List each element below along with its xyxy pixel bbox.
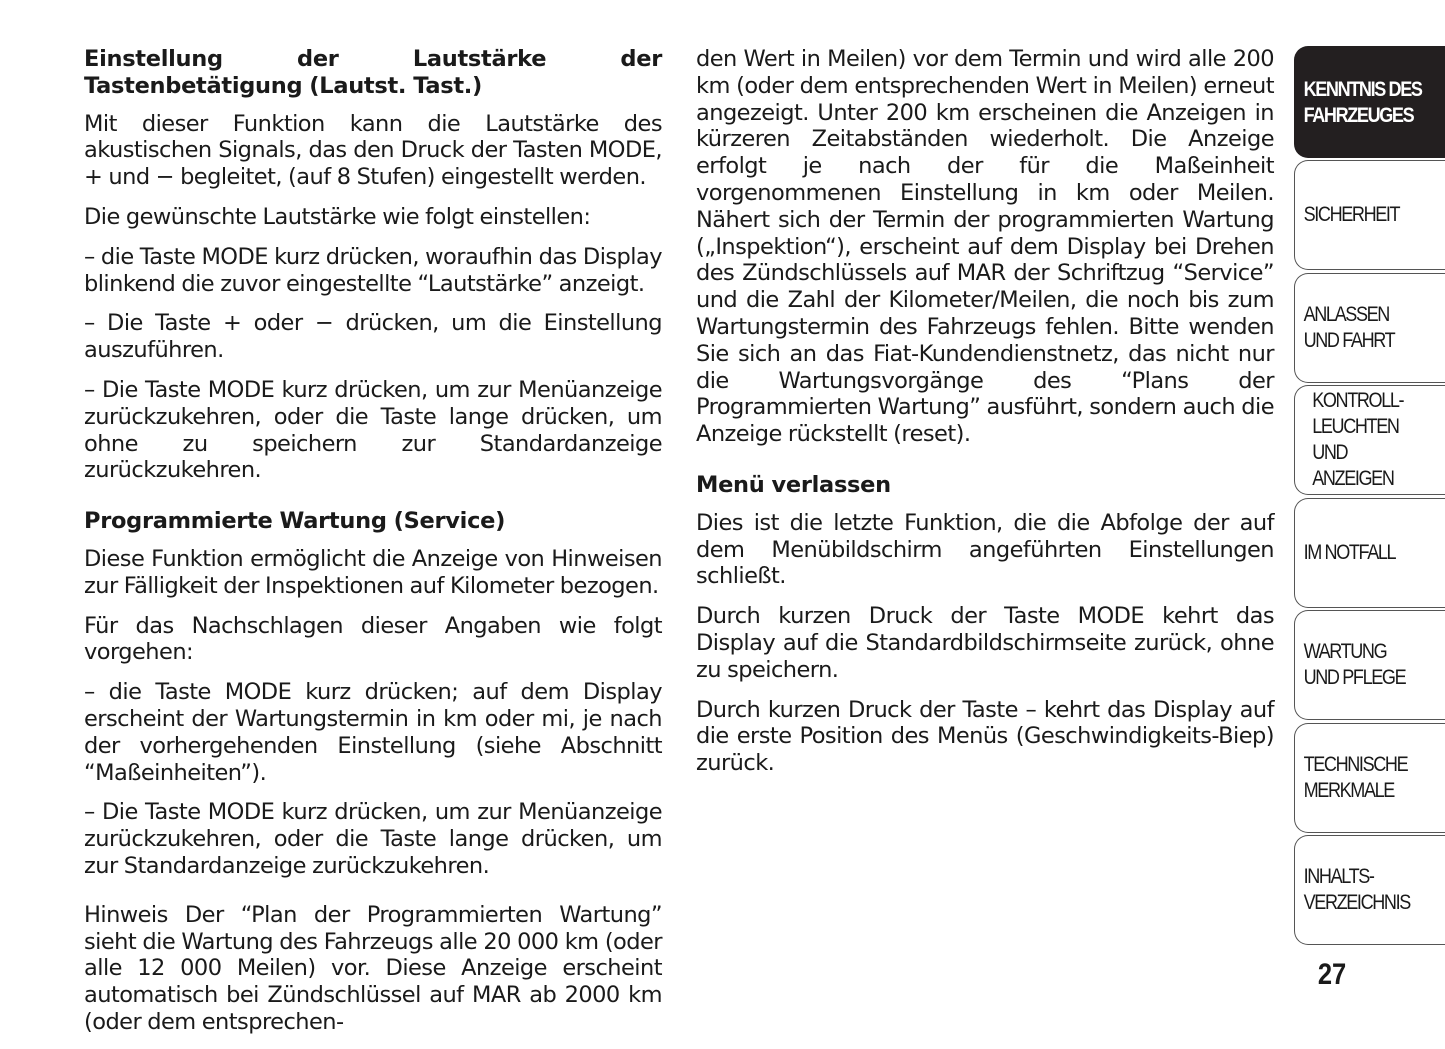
paragraph: – die Taste MODE kurz drücken, woraufhin das Display blinkend die zuvor eingestellte “Lautstärke” anzeigt. — [84, 243, 662, 297]
note-paragraph: Hinweis Der “Plan der Programmierten Wartung” sieht die Wartung des Fahrzeugs alle 20 000 km (oder alle 12 000 Meilen) vor. Diese Anzeige erscheint automatisch bei Zündschlüssel auf MAR ab 2000 km (oder dem entsprechen- — [84, 901, 662, 1035]
tab-anlassen-und-fahrt[interactable]: ANLASSEN UND FAHRT — [1294, 273, 1445, 383]
tab-wartung-und-pflege[interactable]: WARTUNG UND PFLEGE — [1294, 610, 1445, 720]
right-column — [696, 46, 1274, 790]
paragraph: Dies ist die letzte Funktion, die die Abfolge der auf dem Menübildschirm angeführten Einstellungen schließt. — [696, 509, 1274, 590]
paragraph: den Wert in Meilen) vor dem Termin und wird alle 200 km (oder dem entsprechenden Wert in Meilen) erneut angezeigt. Unter 200 km erscheinen die Anzeigen in kürzeren Zeitabständen wiederholt. Die Anzeige erfolgt je nach der für die Maßeinheit vorgenommenen Einstellung in km oder Meilen. Nähert sich der Termin der programmierten Wartung („Inspektion“), erscheint auf dem Display bei Drehen des Zündschlüssels auf MAR der Schriftzug “Service” und die Zahl der Kilometer/Meilen, die noch bis zum Wartungstermin des Fahrzeugs fehlen. Bitte wenden Sie sich an das Fiat-Kundendienstnetz, das nicht nur die Wartungsvorgänge des “Plans der Programmierten Wartung” ausführt, sondern auch die Anzeige rückstellt (reset). — [696, 46, 1274, 448]
tab-kontrollleuchten-und-anzeigen[interactable]: KONTROLL- LEUCHTEN UND ANZEIGEN — [1294, 385, 1445, 495]
tab-inhaltsverzeichnis[interactable]: INHALTS- VERZEICHNIS — [1294, 835, 1445, 945]
tab-technische-merkmale[interactable]: TECHNISCHE MERKMALE — [1294, 723, 1445, 833]
tab-im-notfall[interactable]: IM NOTFALL — [1294, 498, 1445, 608]
paragraph: Mit dieser Funktion kann die Lautstärke des akustischen Signals, das den Druck der Tasten MODE, + und − begleitet, (auf 8 Stufen) eingestellt werden. — [84, 110, 662, 191]
paragraph: Die gewünschte Lautstärke wie folgt einstellen: — [84, 203, 591, 230]
tab-sicherheit[interactable]: SICHERHEIT — [1294, 160, 1445, 270]
heading-lautstaerke: Einstellung der Lautstärke der Tastenbetätigung (Lautst. Tast.) — [84, 46, 662, 99]
tab-kenntnis-des-fahrzeuges[interactable]: KENNTNIS DES FAHRZEUGES — [1294, 46, 1445, 158]
paragraph: Durch kurzen Druck der Taste MODE kehrt das Display auf die Standardbildschirmseite zurück, ohne zu speichern. — [696, 603, 1274, 683]
page-number: 27 — [1317, 958, 1347, 991]
paragraph: Für das Nachschlagen dieser Angaben wie folgt vorgehen: — [84, 612, 662, 666]
paragraph: – Die Taste MODE kurz drücken, um zur Menüanzeige zurückzukehren, oder die Taste lange drücken, um zur Standardanzeige zurückzukehren. — [84, 799, 662, 879]
paragraph: – Die Taste + oder − drücken, um die Einstellung auszuführen. — [84, 310, 662, 364]
paragraph: Durch kurzen Druck der Taste – kehrt das Display auf die erste Position des Menüs (Geschwindigkeits-Biep) zurück. — [696, 696, 1274, 777]
left-column — [84, 46, 662, 1049]
paragraph: – Die Taste MODE kurz drücken, um zur Menüanzeige zurückzukehren, oder die Taste lange drücken, um ohne zu speichern zur Standardanzeige zurückzukehren. — [84, 376, 662, 484]
heading-programmierte-wartung: Programmierte Wartung (Service) — [84, 508, 506, 535]
paragraph: Diese Funktion ermöglicht die Anzeige von Hinweisen zur Fälligkeit der Inspektionen auf Kilometer bezogen. — [84, 545, 662, 599]
heading-menue-verlassen: Menü verlassen — [696, 471, 891, 498]
paragraph: – die Taste MODE kurz drücken; auf dem Display erscheint der Wartungstermin in km oder mi, je nach der vorhergehenden Einstellung (siehe Abschnitt “Maßeinheiten”). — [84, 679, 662, 786]
